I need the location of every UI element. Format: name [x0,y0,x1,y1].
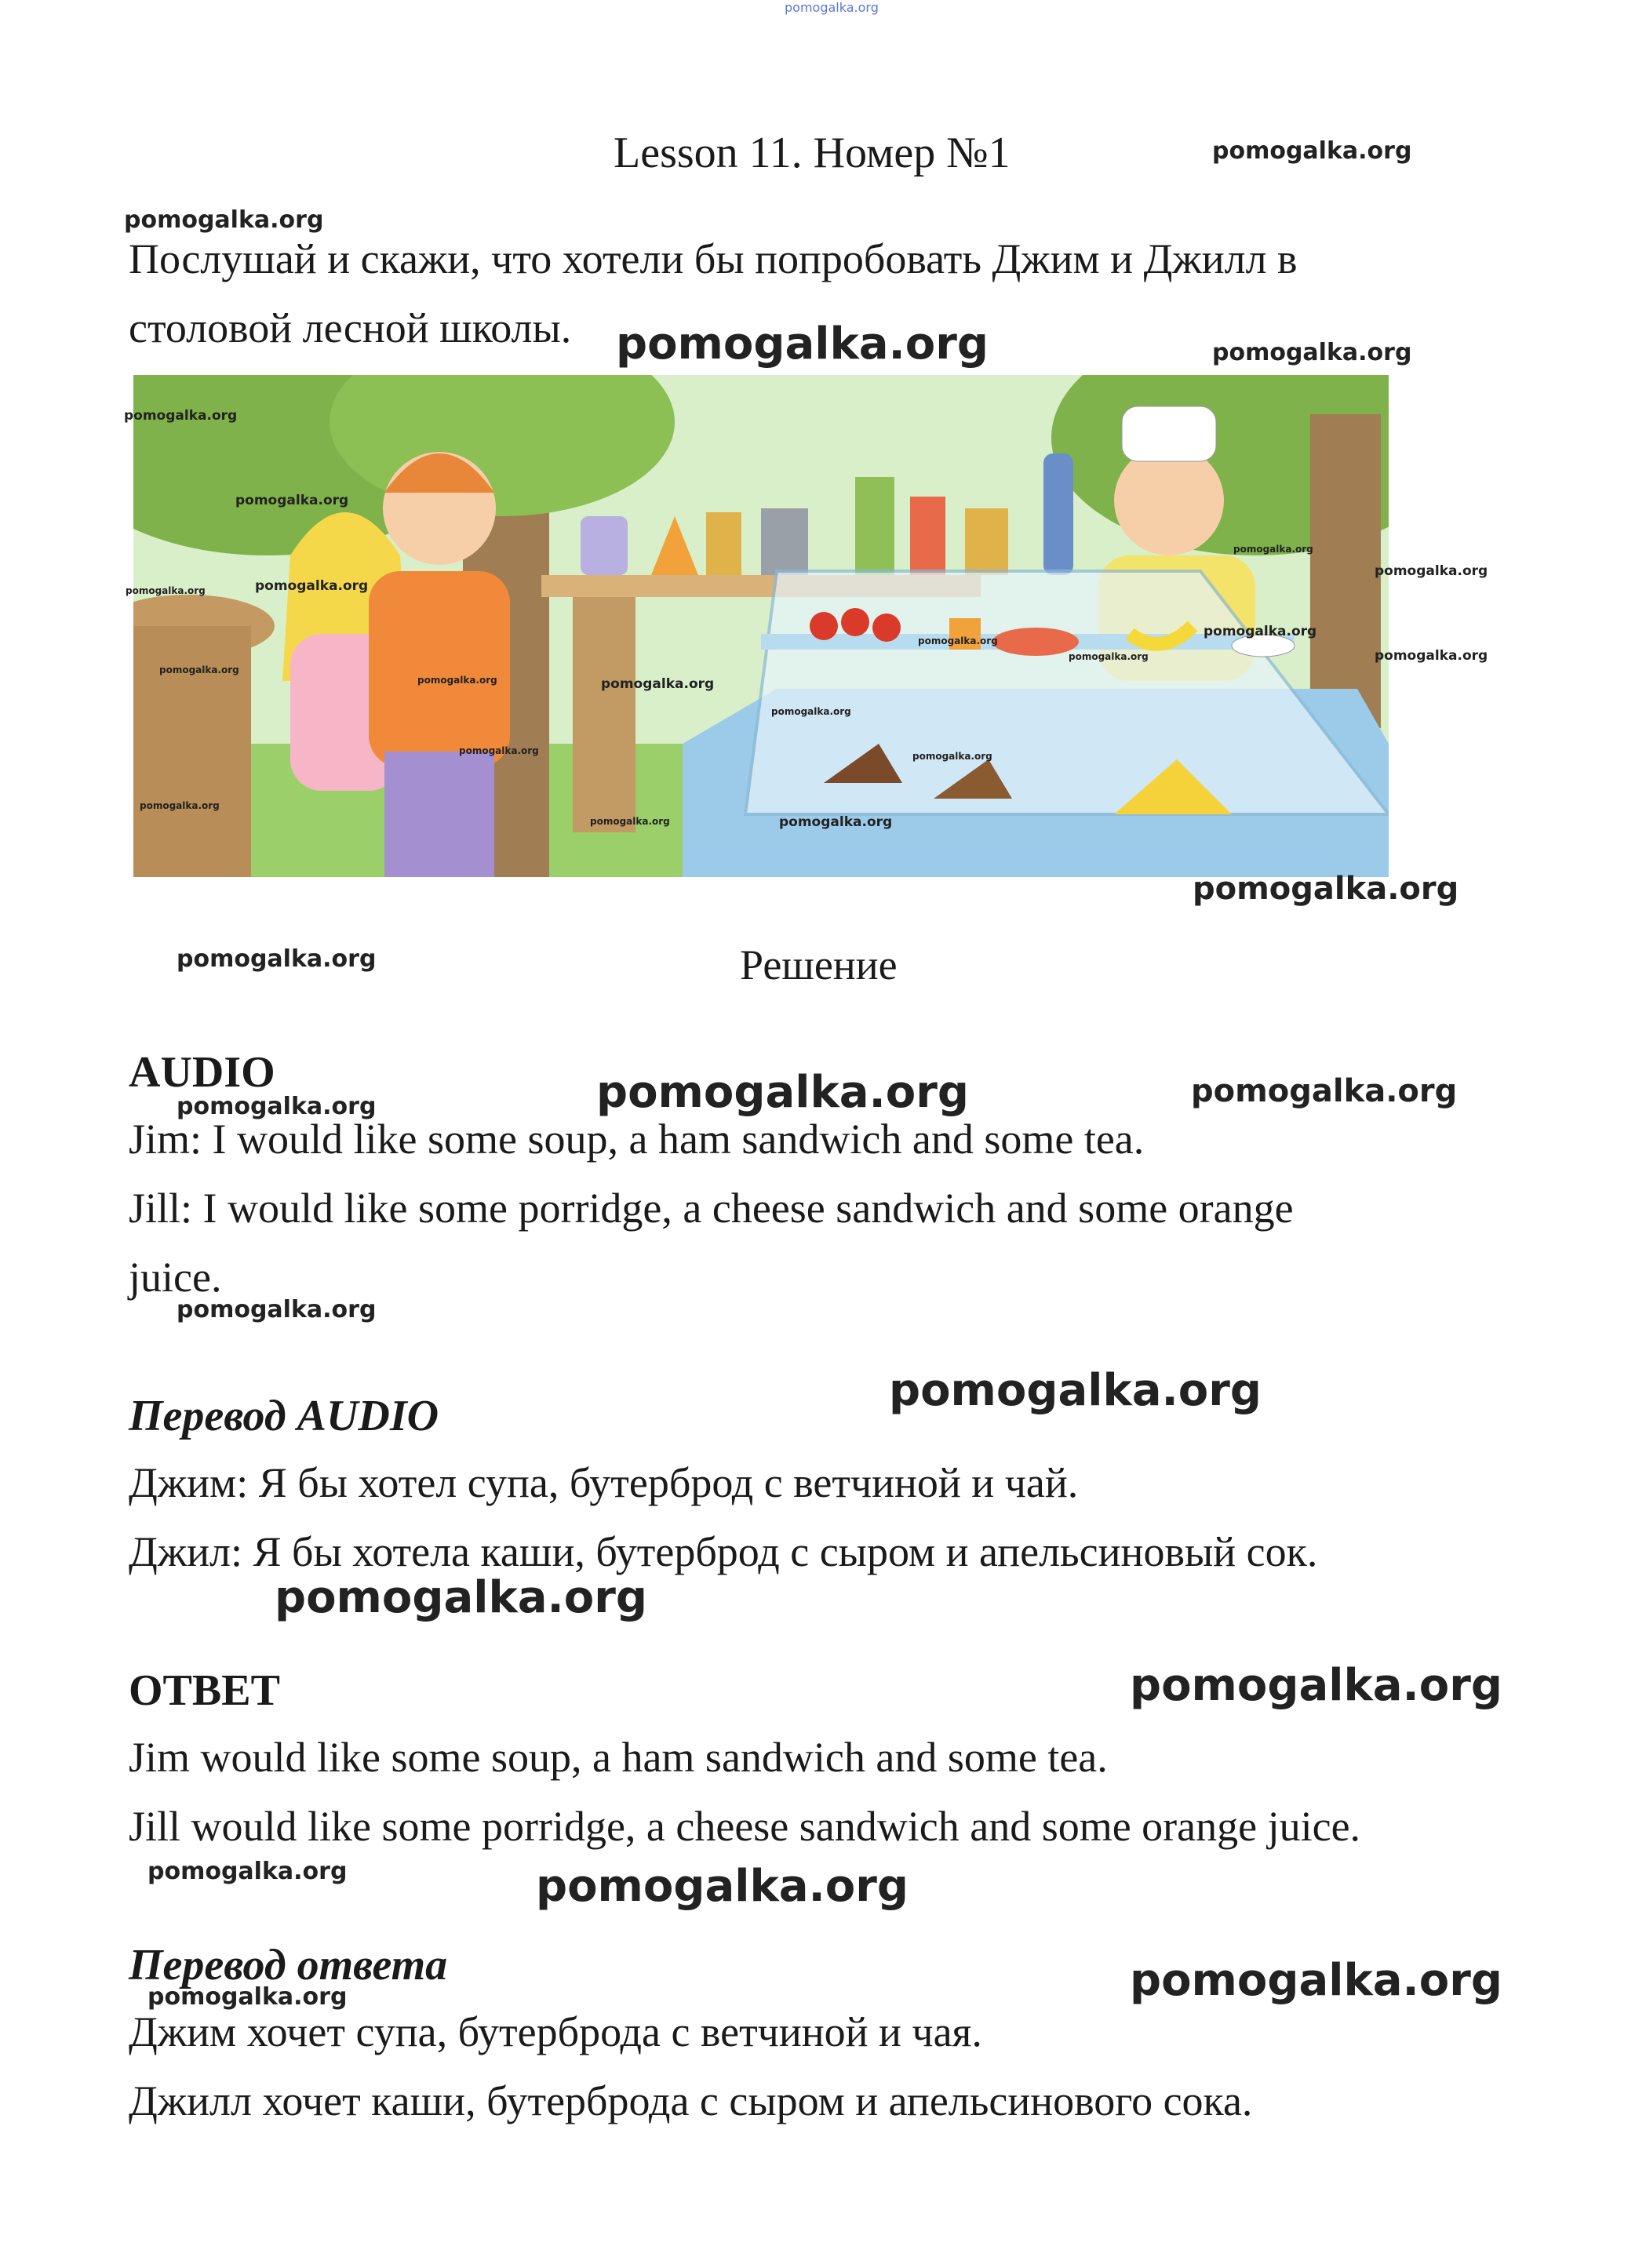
audio-line-1: Jim: I would like some soup, a ham sandwich and some tea. [129,1116,1145,1163]
watermark: pomogalka.org [889,1365,1262,1416]
watermark: pomogalka.org [918,635,998,646]
watermark: pomogalka.org [177,1296,377,1323]
watermark: pomogalka.org [275,1572,647,1623]
task-line-1: Послушай и скажи, что хотели бы попробовать Джим и Джилл в [129,235,1298,282]
box [706,512,741,575]
task-line-2: столовой лесной школы. [129,304,572,351]
watermark: pomogalka.org [616,319,989,370]
watermark: pomogalka.org [1375,563,1488,579]
watermark: pomogalka.org [536,1861,909,1912]
stump-side [133,626,251,877]
answer-line-1: Jim would like some soup, a ham sandwich and some tea. [129,1734,1108,1781]
jim-trousers [384,752,494,877]
cook-head [1114,446,1224,555]
solution-label: Решение [740,941,898,988]
watermark: pomogalka.org [590,816,670,827]
watermark: pomogalka.org [417,675,497,686]
watermark: pomogalka.org [1130,1955,1502,2006]
apple [841,608,869,636]
watermark: pomogalka.org [1375,648,1488,664]
watermark: pomogalka.org [1212,137,1412,165]
audio-line-3: juice. [129,1254,222,1301]
watermark: pomogalka.org [255,578,369,594]
apple [810,612,838,640]
soup-bowl [992,628,1079,656]
tree-trunk-right [1310,414,1381,728]
school-canteen-illustration [133,375,1389,877]
watermark: pomogalka.org [124,408,238,424]
bottle [1043,453,1073,575]
apple [872,613,901,642]
watermark: pomogalka.org [159,664,239,675]
watermark: pomogalka.org [147,1858,348,1885]
audio-line-2: Jill: I would like some porridge, a cheese sandwich and some orange [129,1185,1294,1232]
audio-heading: AUDIO [129,1048,275,1097]
watermark: pomogalka.org [177,1093,377,1120]
watermark: pomogalka.org [140,800,220,811]
watermark: pomogalka.org [1069,651,1149,662]
tall-can [855,477,894,575]
watermark: pomogalka.org [1191,1073,1458,1109]
box-yellow [965,508,1008,575]
can [761,508,808,575]
watermark: pomogalka.org [1204,624,1317,639]
watermark: pomogalka.org [235,493,349,508]
audio-translation-line-1: Джим: Я бы хотел супа, бутерброд с ветчиной и чай. [129,1459,1079,1506]
watermark: pomogalka.org [1130,1660,1502,1711]
shelf-post [573,597,635,832]
watermark: pomogalka.org [912,751,992,762]
lesson-title: Lesson 11. Номер №1 [614,129,1011,177]
watermark: pomogalka.org [147,1983,348,2011]
answer-translation-line-1: Джим хочет супа, бутерброда с ветчиной и чая. [129,2008,982,2055]
answer-line-2: Jill would like some porridge, a cheese sandwich and some orange juice. [129,1803,1361,1850]
watermark: pomogalka.org [771,706,851,717]
audio-translation-line-2: Джил: Я бы хотела каши, бутерброд с сыром и апельсиновый сок. [129,1528,1318,1575]
watermark: pomogalka.org [124,206,324,234]
box-red [910,497,945,575]
watermark: pomogalka.org [1193,871,1459,907]
watermark: pomogalka.org [601,676,715,692]
answer-translation-line-2: Джилл хочет каши, бутерброда с сыром и апельсинового сока. [129,2077,1253,2124]
watermark: pomogalka.org [177,945,377,973]
answer-heading: ОТВЕТ [129,1666,280,1715]
answer-translation-heading: Перевод ответа [129,1941,448,1990]
watermark: pomogalka.org [1233,544,1313,555]
jar [581,516,628,575]
audio-translation-heading: Перевод AUDIO [129,1392,439,1440]
watermark: pomogalka.org [1212,339,1412,366]
watermark: pomogalka.org [785,0,879,15]
watermark: pomogalka.org [126,585,206,596]
watermark: pomogalka.org [459,745,539,756]
cook-hat [1122,406,1216,461]
watermark: pomogalka.org [779,814,893,830]
watermark: pomogalka.org [596,1067,969,1118]
jim-body [369,571,510,767]
